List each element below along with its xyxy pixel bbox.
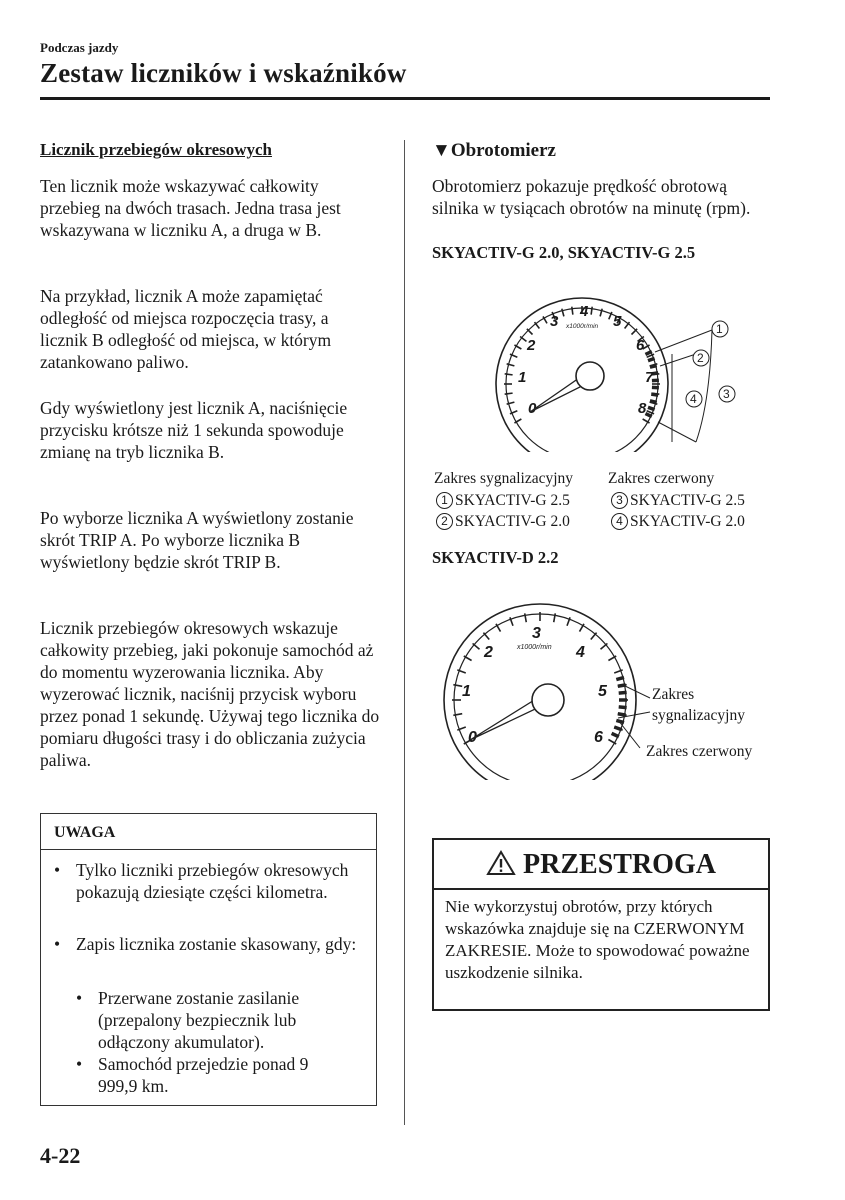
gauge1-tick-2: 2 bbox=[527, 337, 536, 354]
tachometer-intro: Obrotomierz pokazuje prędkość obrotową silnika w tysiącach obrotów na minutę (rpm). bbox=[432, 176, 751, 218]
label-signal-zone: Zakres sygnalizacyjny bbox=[652, 686, 745, 724]
gauge2-tick-2: 2 bbox=[484, 644, 493, 661]
legend-item-4: 4 SKYACTIV-G 2.0 bbox=[611, 511, 745, 532]
gauge1-tick-0: 0 bbox=[528, 400, 537, 417]
left-paragraph-3: Gdy wyświetlony jest licznik A, naciśnięcie przycisku krótsze niż 1 sekunda spowoduje zmianę na tryb licznika B. bbox=[40, 398, 348, 462]
marker-1: 1 bbox=[716, 322, 723, 336]
bullet-dot: • bbox=[54, 934, 61, 954]
model-label-gasoline: SKYACTIV-G 2.0, SKYACTIV-G 2.5 bbox=[432, 243, 696, 262]
gauge1-tick-mark bbox=[572, 307, 573, 315]
gauge1-redzone-mark bbox=[645, 414, 651, 417]
note-bullet-1: • Tylko liczniki przebiegów okresowych pokazują dziesiąte części kilometra. bbox=[54, 860, 349, 902]
gauge2-tick-mark bbox=[473, 643, 480, 649]
label-red-zone: Zakres czerwony bbox=[646, 743, 753, 760]
caution-title: PRZESTROGA bbox=[523, 849, 716, 880]
note-subitem-1: • Przerwane zostanie zasilanie (przepalony bezpiecznik lub odłączony akumulator). bbox=[76, 988, 300, 1052]
gauge1-tick-mark bbox=[591, 307, 592, 315]
legend-item-2: 2 SKYACTIV-G 2.0 bbox=[436, 511, 570, 532]
bullet-dot: • bbox=[76, 988, 83, 1008]
gauge1-tick-6: 6 bbox=[636, 337, 645, 354]
note-subitem-2: • Samochód przejedzie ponad 9 999,9 km. bbox=[76, 1054, 309, 1096]
caution-title-row bbox=[434, 840, 768, 890]
gauge2-redzone-mark bbox=[616, 677, 624, 679]
gauge2-redzone-mark bbox=[614, 727, 622, 730]
marker-3: 3 bbox=[723, 387, 730, 401]
gauge2-redzone-mark bbox=[612, 733, 619, 736]
gauge1-tick-3: 3 bbox=[550, 313, 559, 330]
page-title: Zestaw liczników i wskaźników bbox=[40, 58, 407, 88]
gauge2-needle bbox=[470, 684, 564, 740]
gauge1-tick-1: 1 bbox=[518, 369, 527, 386]
gauge2-unit: x1000r/min bbox=[517, 644, 552, 651]
bullet-dot: • bbox=[76, 1054, 83, 1074]
marker-2: 2 bbox=[697, 351, 704, 365]
legend-zone-red: Zakres czerwony bbox=[608, 470, 715, 487]
gauge2-tick-3: 3 bbox=[532, 625, 541, 642]
caution-box bbox=[432, 838, 770, 1011]
note-title: UWAGA bbox=[41, 814, 376, 850]
gauge1-tick-7: 7 bbox=[645, 369, 654, 386]
gauge1-tick-5: 5 bbox=[613, 313, 622, 330]
marker-4: 4 bbox=[690, 392, 697, 406]
tachometer-gasoline-diagram bbox=[490, 292, 750, 452]
gauge1-redzone-mark bbox=[645, 351, 651, 354]
tachometer-heading: ▼Obrotomierz bbox=[432, 140, 556, 161]
note-box bbox=[40, 813, 377, 1106]
gauge1-redzone-mark bbox=[651, 394, 658, 395]
note-bullet-2: • Zapis licznika zostanie skasowany, gdy: bbox=[54, 934, 357, 954]
caution-text: Nie wykorzystuj obrotów, przy których wskazówka znajduje się na CZERWONYM ZAKRESIE. Może to spowodować poważne uszkodzenie silnika. bbox=[445, 897, 750, 982]
bullet-dot: • bbox=[54, 860, 61, 880]
gauge2-tick-1: 1 bbox=[462, 683, 471, 700]
gauge1-tick-4: 4 bbox=[580, 303, 589, 320]
warning-triangle-icon bbox=[486, 850, 516, 876]
gauge2-tick-0: 0 bbox=[468, 729, 477, 746]
section-label: Podczas jazdy bbox=[40, 40, 119, 55]
left-paragraph-4: Po wyborze licznika A wyświetlony zostanie skrót TRIP A. Po wyborze licznika B wyświetlony będzie skrót TRIP B. bbox=[40, 508, 354, 572]
page-number: 4-22 bbox=[40, 1143, 81, 1168]
triangle-down-icon: ▼ bbox=[432, 140, 451, 161]
left-paragraph-1: Ten licznik może wskazywać całkowity przebieg na dwóch trasach. Jedna trasa jest wskazywana w liczniku A, a druga w B. bbox=[40, 176, 341, 240]
gauge2-redzone-mark bbox=[619, 707, 627, 708]
legend-item-3: 3 SKYACTIV-G 2.5 bbox=[611, 490, 745, 511]
legend-zone-signal: Zakres sygnalizacyjny bbox=[434, 470, 574, 487]
gauge2-redzone-mark bbox=[619, 692, 627, 693]
column-divider bbox=[404, 140, 405, 1125]
trip-meter-heading: Licznik przebiegów okresowych bbox=[40, 140, 273, 159]
gauge1-unit: x1000r/min bbox=[566, 323, 599, 330]
gauge1-redzone-mark bbox=[650, 366, 657, 368]
gauge1-needle bbox=[530, 362, 604, 412]
left-paragraph-5: Licznik przebiegów okresowych wskazuje całkowity przebieg, jaki pokonuje samochód aż do momentu wyzerowania licznika. Aby wyzerować licznik, naciśnij przycisk wyboru przez ponad 1 sekundę. Używaj tego licznika do pomiaru długości trasy i do obliczania zużycia paliwa. bbox=[40, 618, 380, 770]
legend-item-1: 1 SKYACTIV-G 2.5 bbox=[436, 490, 570, 511]
model-label-diesel: SKYACTIV-D 2.2 bbox=[432, 548, 559, 567]
gauge2-tick-mark bbox=[601, 643, 608, 649]
gauge2-tick-5: 5 bbox=[598, 683, 607, 700]
gauge1-tick-mark bbox=[505, 374, 513, 375]
gauge1-tick-8: 8 bbox=[638, 400, 647, 417]
gauge2-redzone-mark bbox=[618, 714, 626, 715]
title-rule bbox=[40, 97, 770, 100]
gauge2-tick-mark bbox=[483, 633, 489, 640]
gauge2-tick-mark bbox=[591, 633, 597, 640]
gauge2-tick-4: 4 bbox=[576, 644, 585, 661]
gauge1-tick-mark bbox=[505, 393, 513, 394]
gauge1-redzone-mark bbox=[648, 407, 655, 409]
left-paragraph-2: Na przykład, licznik A może zapamiętać odległość od miejsca rozpoczęcia trasy, a licznik B odległość od miejsca, w którym zatankowano paliwo. bbox=[40, 286, 332, 372]
gauge1-redzone-mark bbox=[648, 358, 655, 360]
gauge2-tick-6: 6 bbox=[594, 729, 603, 746]
gauge1-redzone-mark bbox=[650, 401, 657, 403]
